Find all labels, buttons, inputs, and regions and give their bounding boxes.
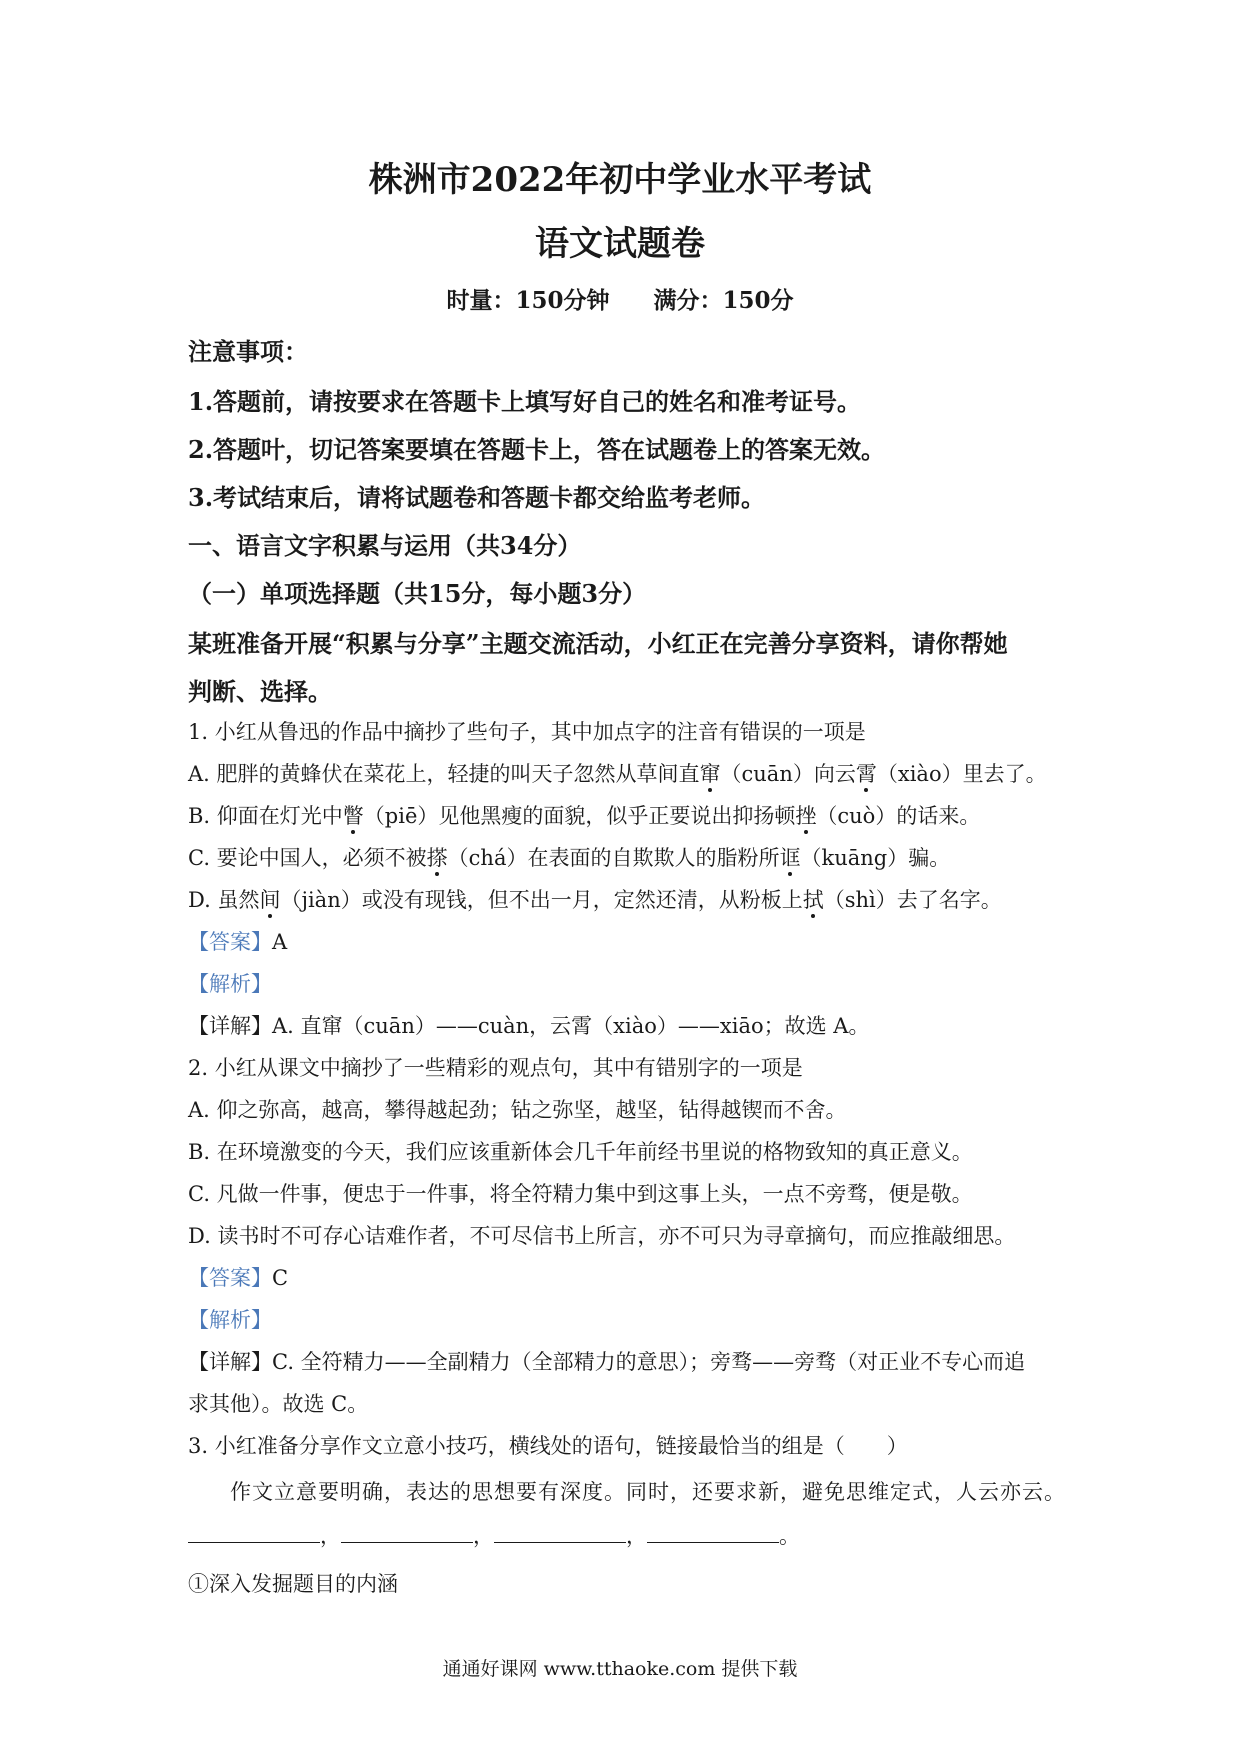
q2-option-a: A. 仰之弥高，越高，攀得越起劲；钻之弥坚，越坚，钻得越锲而不舍。 (188, 1098, 847, 1122)
blank-line (494, 1524, 626, 1543)
blank-separator: ， (473, 1524, 494, 1548)
q2-answer (188, 1262, 1068, 1292)
q1-option-c (188, 842, 1068, 872)
blank-line (341, 1524, 473, 1543)
q1-a-text-mid: （cuān）向云 (720, 762, 856, 786)
q2-option-c: C. 凡做一件事，便忠于一件事，将全符精力集中到这事上头，一点不旁骛，便是敬。 (188, 1182, 973, 1206)
q1-c-text-mid: （chá）在表面的自欺欺人的脂粉所 (447, 846, 780, 870)
q2-option-b: B. 在环境激变的今天，我们应该重新体会几千年前经书里说的格物致知的真正意义。 (188, 1140, 973, 1164)
q1-option-d (188, 884, 1068, 914)
exam-meta (0, 282, 1240, 315)
q2-stem: 2. 小红从课文中摘抄了一些精彩的观点句，其中有错别字的一项是 (188, 1056, 803, 1080)
note-item-2: 2.答题叶，切记答案要填在答题卡上，答在试题卷上的答案无效。 (188, 435, 886, 464)
q1-stem: 1. 小红从鲁迅的作品中摘抄了些句子，其中加点字的注音有错误的一项是 (188, 720, 866, 744)
q1-c-text: C. 要论中国人，必须不被 (188, 846, 427, 870)
q1-a-text: A. 肥胖的黄蜂伏在菜花上，轻捷的叫天子忽然从草间直 (188, 762, 700, 786)
section-intro-line-1: 某班准备开展“积累与分享”主题交流活动，小红正在完善分享资料，请你帮她 (188, 629, 1008, 658)
q2-option-d: D. 读书时不可存心诘难作者，不可尽信书上所言，亦不可只为寻章摘句，而应推敲细思。 (188, 1224, 1016, 1248)
q1-d-dotted-1: 间 (259, 888, 281, 912)
answer-tag: 【答案】 (188, 1266, 272, 1290)
q1-option-b (188, 800, 1068, 830)
blank-end: 。 (779, 1524, 800, 1548)
q1-c-dotted-1: 搽 (426, 846, 448, 870)
q3-option-1: ①深入发掘题目的内涵 (188, 1572, 398, 1596)
blank-line (647, 1524, 779, 1543)
q1-answer (188, 926, 1068, 956)
q1-d-text-end: （shì）去了名字。 (823, 888, 1002, 912)
q1-a-text-end: （xiào）里去了。 (876, 762, 1047, 786)
q1-b-dotted-2: 挫 (795, 804, 817, 828)
q1-option-a (188, 758, 1068, 788)
q1-b-text: B. 仰面在灯光中 (188, 804, 343, 828)
q1-d-text-mid: （jiàn）或没有现钱，但不出一月，定然还清，从粉板上 (280, 888, 803, 912)
note-item-3: 3.考试结束后，请将试题卷和答题卡都交给监考老师。 (188, 483, 766, 512)
blank-line (188, 1524, 320, 1543)
q3-passage: 作文立意要明确，表达的思想要有深度。同时，还要求新，避免思维定式，人云亦云。 (230, 1480, 1066, 1504)
q1-c-text-end: （kuāng）骗。 (800, 846, 951, 870)
blank-separator: ， (320, 1524, 341, 1548)
q1-b-text-end: （cuò）的话来。 (816, 804, 981, 828)
q1-answer-value: A (272, 930, 288, 954)
note-item-1: 1.答题前，请按要求在答题卡上填写好自己的姓名和准考证号。 (188, 387, 862, 416)
q1-b-dotted-1: 瞥 (342, 804, 364, 828)
exam-title: 株洲市2022年初中学业水平考试 (368, 160, 872, 200)
notes-heading: 注意事项： (188, 337, 308, 366)
q1-c-dotted-2: 诓 (779, 846, 801, 870)
section-intro-line-2: 判断、选择。 (188, 677, 332, 706)
q1-detail: 【详解】A. 直窜（cuān）——cuàn，云霄（xiào）——xiāo；故选 A。 (188, 1014, 870, 1038)
q2-answer-value: C (272, 1266, 289, 1290)
q1-a-dotted-1: 窜 (699, 762, 721, 786)
section-subheading: （一）单项选择题（共15分，每小题3分） (188, 579, 647, 608)
exam-score: 满分：150分 (653, 287, 794, 314)
section-heading: 一、语言文字积累与运用（共34分） (188, 531, 582, 560)
q1-d-text: D. 虽然 (188, 888, 260, 912)
blank-separator: ， (626, 1524, 647, 1548)
q1-a-dotted-2: 霄 (855, 762, 877, 786)
exam-duration: 时量：150分钟 (446, 287, 610, 314)
q1-b-text-mid: （piē）见他黑瘦的面貌，似乎正要说出抑扬顿 (363, 804, 796, 828)
answer-tag: 【答案】 (188, 930, 272, 954)
q2-detail-line-2: 求其他）。故选 C。 (188, 1392, 369, 1416)
q3-stem: 3. 小红准备分享作文立意小技巧，横线处的语句，链接最恰当的组是（ ） (188, 1434, 908, 1458)
q2-analysis-tag: 【解析】 (188, 1308, 272, 1332)
exam-subtitle: 语文试题卷 (535, 224, 705, 264)
q3-blanks (188, 1520, 1068, 1550)
page-footer: 通通好课网 www.tthaoke.com 提供下载 (442, 1658, 798, 1680)
q2-detail-line-1: 【详解】C. 全符精力——全副精力（全部精力的意思）；旁骛——旁骛（对正业不专心而追 (188, 1350, 1026, 1374)
q1-analysis-tag: 【解析】 (188, 972, 272, 996)
q1-d-dotted-2: 拭 (802, 888, 824, 912)
